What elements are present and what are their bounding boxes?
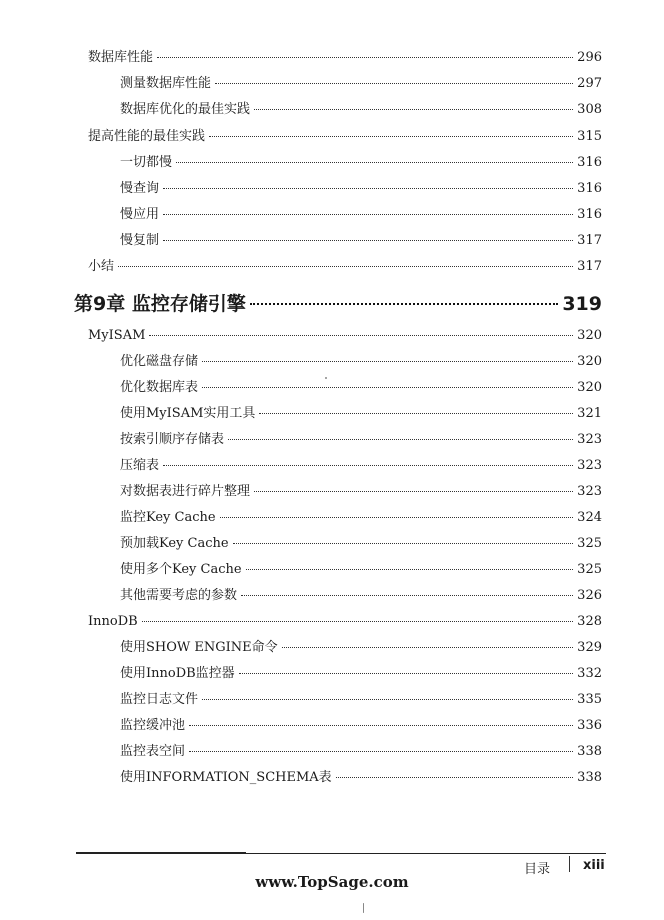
- toc-entry: [120, 509, 602, 527]
- dot-leader: [246, 568, 574, 570]
- toc-entry-page: 332: [577, 666, 602, 681]
- toc-entry-page: 320: [577, 380, 602, 395]
- toc-entry-title: 数据库性能: [88, 50, 154, 65]
- toc-entry-page: 325: [577, 536, 602, 551]
- toc-entry-title: 使用INFORMATION_SCHEMA表: [120, 770, 332, 785]
- toc-entry: [88, 258, 602, 276]
- toc-entry-title: 提高性能的最佳实践: [88, 129, 206, 144]
- toc-entry-page: 323: [577, 432, 602, 447]
- dot-leader: [239, 672, 573, 674]
- toc-entry: [120, 587, 602, 605]
- toc-entry-title: 监控Key Cache: [120, 510, 216, 525]
- toc-entry-title: 使用SHOW ENGINE命令: [120, 640, 278, 655]
- toc-entry: [120, 743, 602, 761]
- footer-rule: [76, 853, 606, 854]
- toc-entry-page: 316: [577, 155, 602, 170]
- dot-leader: [149, 334, 573, 336]
- dot-leader: [220, 516, 574, 518]
- toc-entry-page: 324: [577, 510, 602, 525]
- toc-entry: [120, 457, 602, 475]
- dot-leader: [336, 776, 573, 778]
- dot-leader: [254, 490, 573, 492]
- dot-leader: [189, 750, 573, 752]
- toc-entry-page: 328: [577, 614, 602, 629]
- toc-entry: [120, 206, 602, 224]
- toc-entry-page: 323: [577, 484, 602, 499]
- toc-entry-title: 慢复制: [120, 233, 160, 248]
- toc-entry: [88, 613, 602, 631]
- toc-entry: [120, 379, 602, 397]
- dot-leader: [215, 82, 573, 84]
- toc-entry-page: 315: [577, 129, 602, 144]
- toc-entry: [88, 49, 602, 67]
- toc-entry-page: 319: [562, 293, 602, 315]
- toc-entry: [88, 128, 602, 146]
- toc-entry-page: 296: [577, 50, 602, 65]
- dot-leader: [241, 594, 573, 596]
- toc-entry-title: 使用MyISAM实用工具: [120, 406, 256, 421]
- toc-entry-title: 其他需要考虑的参数: [120, 588, 238, 603]
- dot-leader: [163, 239, 573, 241]
- toc-entry-title: 使用多个Key Cache: [120, 562, 242, 577]
- scan-speck: [363, 903, 364, 913]
- dot-leader: [202, 386, 573, 388]
- toc-entry: [120, 232, 602, 250]
- toc-entry-page: 317: [577, 233, 602, 248]
- chapter-heading: [74, 292, 602, 316]
- toc-entry: [120, 405, 602, 423]
- toc-entry: [120, 431, 602, 449]
- dot-leader: [142, 620, 573, 622]
- footer-separator: [569, 856, 570, 872]
- toc-entry: [120, 561, 602, 579]
- toc-entry-page: 335: [577, 692, 602, 707]
- dot-leader: [250, 302, 558, 305]
- toc-entry: [120, 665, 602, 683]
- dot-leader: [163, 187, 573, 189]
- toc-entry-title: 优化数据库表: [120, 380, 199, 395]
- toc-entry: [88, 327, 602, 345]
- dot-leader: [118, 265, 573, 267]
- toc-entry-title: InnoDB: [88, 614, 138, 629]
- toc-entry: [120, 769, 602, 787]
- toc-entry-page: 308: [577, 102, 602, 117]
- dot-leader: [189, 724, 573, 726]
- site-url: www.TopSage.com: [255, 873, 409, 891]
- dot-leader: [202, 360, 573, 362]
- toc-entry-title: 使用InnoDB监控器: [120, 666, 235, 681]
- toc-entry-title: 监控表空间: [120, 744, 186, 759]
- toc-entry-title: MyISAM: [88, 328, 146, 343]
- dot-leader: [157, 56, 573, 58]
- toc-entry-title: 优化磁盘存储: [120, 354, 199, 369]
- toc-entry-title: 压缩表: [120, 458, 160, 473]
- toc-entry-page: 320: [577, 354, 602, 369]
- toc-entry: [120, 717, 602, 735]
- toc-entry: [120, 101, 602, 119]
- toc-entry: [120, 75, 602, 93]
- footer-page-number: xiii: [583, 858, 605, 873]
- dot-leader: [259, 412, 573, 414]
- toc-entry-page: 317: [577, 259, 602, 274]
- toc-entry-title: 监控缓冲池: [120, 718, 186, 733]
- dot-leader: [202, 698, 573, 700]
- dot-leader: [254, 108, 573, 110]
- toc-entry-page: 297: [577, 76, 602, 91]
- toc-entry-page: 325: [577, 562, 602, 577]
- toc-entry-page: 326: [577, 588, 602, 603]
- toc-entry-title: 测量数据库性能: [120, 76, 212, 91]
- toc-entry-title: 对数据表进行碎片整理: [120, 484, 251, 499]
- toc-entry: [120, 535, 602, 553]
- toc-entry-page: 338: [577, 744, 602, 759]
- toc-entry: [120, 154, 602, 172]
- toc-entry-page: 329: [577, 640, 602, 655]
- dot-leader: [163, 213, 573, 215]
- footer-section-label: 目录: [524, 862, 551, 877]
- toc-entry-title: 一切都慢: [120, 155, 173, 170]
- toc-entry-page: 323: [577, 458, 602, 473]
- scan-speck: [325, 377, 327, 379]
- dot-leader: [282, 646, 574, 648]
- toc-entry-page: 320: [577, 328, 602, 343]
- toc-entry-title: 小结: [88, 259, 115, 274]
- toc-entry: [120, 353, 602, 371]
- toc-entry-page: 336: [577, 718, 602, 733]
- dot-leader: [163, 464, 573, 466]
- toc-entry: [120, 639, 602, 657]
- toc-entry-page: 338: [577, 770, 602, 785]
- toc-entry-title: 第9章 监控存储引擎: [74, 293, 246, 315]
- toc-entry: [120, 483, 602, 501]
- toc-entry-page: 316: [577, 181, 602, 196]
- toc-entry-title: 数据库优化的最佳实践: [120, 102, 251, 117]
- dot-leader: [228, 438, 573, 440]
- dot-leader: [176, 161, 573, 163]
- toc-entry-title: 按索引顺序存储表: [120, 432, 225, 447]
- dot-leader: [233, 542, 574, 544]
- toc-entry: [120, 691, 602, 709]
- toc-entry-page: 316: [577, 207, 602, 222]
- dot-leader: [209, 135, 573, 137]
- toc-entry-title: 预加载Key Cache: [120, 536, 229, 551]
- toc-entry-page: 321: [577, 406, 602, 421]
- toc-entry-title: 慢应用: [120, 207, 160, 222]
- toc-entry: [120, 180, 602, 198]
- toc-entry-title: 慢查询: [120, 181, 160, 196]
- toc-entry-title: 监控日志文件: [120, 692, 199, 707]
